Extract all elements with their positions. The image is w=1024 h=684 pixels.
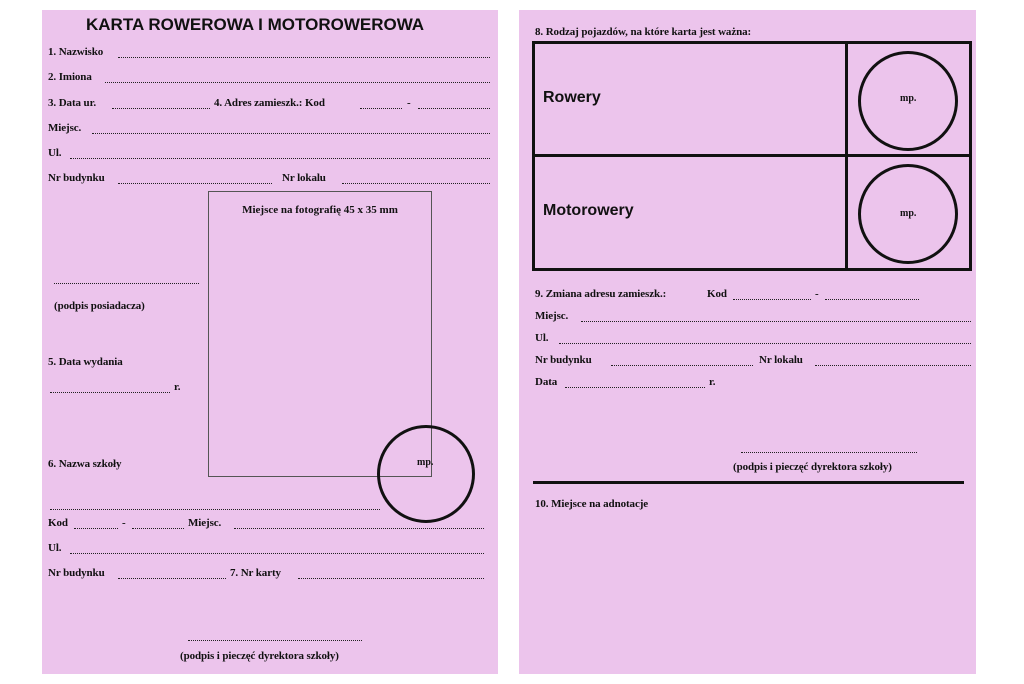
school-city-label: Miejsc. [188, 517, 222, 529]
address-change-code-label: Kod [707, 288, 727, 300]
birth-date-label: 3. Data ur. [48, 97, 96, 109]
bikes-stamp-label: mp. [900, 93, 917, 104]
building-label: Nr budynku [48, 172, 105, 184]
holder-signature-label: (podpis posiadacza) [54, 300, 145, 312]
flat-line[interactable] [342, 183, 490, 184]
city-label: Miejsc. [48, 122, 82, 134]
holder-signature-line[interactable] [54, 283, 199, 284]
address-change-code-line-1[interactable] [733, 299, 811, 300]
street-label: Ul. [48, 147, 62, 159]
director-signature-line-back[interactable] [741, 452, 917, 453]
card-back-page [519, 10, 976, 674]
card-front-page [42, 10, 498, 674]
surname-line[interactable] [118, 57, 490, 58]
school-building-line[interactable] [118, 578, 226, 579]
birth-date-line[interactable] [112, 108, 210, 109]
address-change-building-line[interactable] [611, 365, 753, 366]
names-label: 2. Imiona [48, 71, 92, 83]
school-code-line-1[interactable] [74, 528, 118, 529]
notes-label: 10. Miejsce na adnotacje [535, 498, 649, 510]
school-city-line[interactable] [234, 528, 484, 529]
address-change-date-line[interactable] [565, 387, 705, 388]
vehicles-label: 8. Rodzaj pojazdów, na które karta jest ważna: [535, 26, 752, 38]
street-line[interactable] [70, 158, 490, 159]
names-line[interactable] [105, 82, 490, 83]
school-code-dash: - [122, 517, 126, 529]
address-change-street-label: Ul. [535, 332, 549, 344]
issue-date-year-suffix: r. [174, 381, 181, 393]
school-building-label: Nr budynku [48, 567, 105, 579]
address-code-dash: - [407, 97, 411, 109]
address-change-flat-line[interactable] [815, 365, 971, 366]
school-code-label: Kod [48, 517, 68, 529]
address-code-line-2[interactable] [418, 108, 490, 109]
school-name-label: 6. Nazwa szkoły [48, 458, 122, 470]
address-change-year-suffix: r. [709, 376, 716, 388]
address-code-line-1[interactable] [360, 108, 402, 109]
city-line[interactable] [92, 133, 490, 134]
photo-area-label: Miejsce na fotografię 45 x 35 mm [242, 204, 398, 216]
stamp-circle [377, 425, 475, 523]
vehicles-table-column-divider [845, 41, 848, 271]
section-divider [533, 481, 964, 484]
vehicle-type-mopeds: Motorowery [543, 202, 634, 219]
address-change-building-label: Nr budynku [535, 354, 592, 366]
flat-label: Nr lokalu [282, 172, 326, 184]
vehicles-table-row-divider [532, 154, 972, 157]
card-number-line[interactable] [298, 578, 484, 579]
director-signature-label: (podpis i pieczęć dyrektora szkoły) [180, 650, 339, 662]
address-change-city-line[interactable] [581, 321, 971, 322]
address-change-street-line[interactable] [559, 343, 971, 344]
issue-date-line[interactable] [50, 392, 170, 393]
director-signature-line[interactable] [188, 640, 362, 641]
director-signature-label-back: (podpis i pieczęć dyrektora szkoły) [733, 461, 892, 473]
school-code-line-2[interactable] [132, 528, 184, 529]
address-change-flat-label: Nr lokalu [759, 354, 803, 366]
school-name-line[interactable] [50, 509, 380, 510]
address-change-code-dash: - [815, 288, 819, 300]
issue-date-label: 5. Data wydania [48, 356, 123, 368]
surname-label: 1. Nazwisko [48, 46, 104, 58]
card-number-label: 7. Nr karty [230, 567, 281, 579]
address-change-label: 9. Zmiana adresu zamieszk.: [535, 288, 667, 300]
address-code-label: 4. Adres zamieszk.: Kod [214, 97, 325, 109]
building-line[interactable] [118, 183, 272, 184]
vehicle-type-bikes: Rowery [543, 89, 601, 106]
card-title: KARTA ROWEROWA I MOTOROWEROWA [86, 15, 425, 34]
school-street-line[interactable] [70, 553, 484, 554]
address-change-city-label: Miejsc. [535, 310, 569, 322]
school-street-label: Ul. [48, 542, 62, 554]
mopeds-stamp-label: mp. [900, 208, 917, 219]
address-change-date-label: Data [535, 376, 558, 388]
address-change-code-line-2[interactable] [825, 299, 919, 300]
stamp-label: mp. [417, 457, 434, 468]
